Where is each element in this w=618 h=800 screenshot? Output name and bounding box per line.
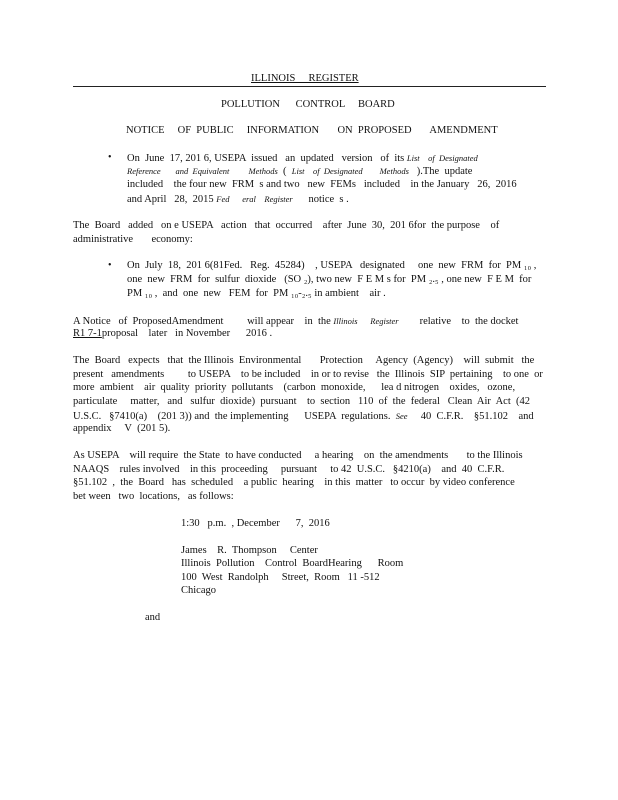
bullet1-line1 bbox=[127, 152, 478, 165]
bullet1-italic: List of Designated bbox=[406, 153, 478, 163]
para3-line5 bbox=[73, 410, 534, 423]
para4-line4: bet ween two locations, as follows: bbox=[73, 491, 234, 502]
bullet2-line1: On July 18, 201 6(81Fed. Reg. 45284) , USEPA designated one new FRM for PM ₁₀ , bbox=[127, 260, 537, 271]
para2-text: A Notice of ProposedAmendment will appear in the bbox=[73, 316, 334, 327]
para2-line1 bbox=[73, 315, 518, 328]
para3-text: 40 C.F.R. §51.102 and bbox=[407, 411, 534, 422]
bullet1-line3: included the four new FRM s and two new FEMs included in the January 26, 2016 bbox=[127, 179, 517, 190]
see-italic: See bbox=[395, 411, 408, 421]
notice-heading: NOTICE OF PUBLIC INFORMATION ON PROPOSED AMENDMENT bbox=[126, 125, 498, 136]
bullet2-line2: one new FRM for sulfur dioxide (SO ₂), two new F E M s for PM ₂.₅ , one new F E M for bbox=[127, 274, 532, 285]
para3-line2: present amendments to USEPA to be included in or to revise the Illinois SIP pertaining to one or bbox=[73, 369, 543, 380]
bullet-glyph: • bbox=[108, 152, 112, 163]
para3-line1: The Board expects that the Illinois Environmental Protection Agency (Agency) will submit the bbox=[73, 355, 535, 366]
bullet1-text: ( bbox=[277, 166, 292, 177]
bullet1-text: On June 17, 201 6, USEPA issued an updated version of its bbox=[127, 153, 407, 164]
bullet1-line4 bbox=[127, 193, 349, 206]
hearing-time: 1:30 p.m. , December 7, 2016 bbox=[181, 518, 330, 529]
para3-line4: particulate matter, and sulfur dioxide) pursuant to section 110 of the federal Clean Air Act (42 bbox=[73, 396, 530, 407]
para4-line3: §51.102 , the Board has scheduled a public hearing in this matter to occur by video conference bbox=[73, 477, 515, 488]
venue-line: 100 West Randolph Street, Room 11 -512 bbox=[181, 572, 380, 583]
bullet-glyph: • bbox=[108, 260, 112, 271]
para3-text: U.S.C. §7410(a) (201 3)) and the implementing USEPA regulations. bbox=[73, 411, 396, 422]
federal-register-italic: Fed eral Register bbox=[216, 194, 293, 204]
para2-line2 bbox=[73, 328, 272, 340]
para2-text: proposal later in November 2016 . bbox=[101, 328, 273, 339]
bullet1-italic: List of Designated Methods bbox=[291, 166, 409, 176]
venue-line: Illinois Pollution Control BoardHearing Room bbox=[181, 558, 404, 569]
bullet2-line3: PM ₁₀ , and one new FEM for PM ₁₀-₂.₅ in ambient air . bbox=[127, 288, 386, 299]
venue-line: Chicago bbox=[181, 585, 216, 596]
bullet1-line2 bbox=[127, 165, 472, 178]
para4-line1: As USEPA will require the State to have conducted a hearing on the amendments to the Illinois bbox=[73, 450, 523, 461]
bullet1-text: notice s . bbox=[292, 194, 349, 205]
register-title: ILLINOIS REGISTER bbox=[251, 73, 359, 84]
bullet1-text: and April 28, 2015 bbox=[127, 194, 217, 205]
para1-line2: administrative economy: bbox=[73, 234, 193, 245]
para2-text: relative to the docket bbox=[398, 316, 519, 327]
venue-line: James R. Thompson Center bbox=[181, 545, 318, 556]
bullet1-italic: Reference and Equivalent Methods bbox=[127, 166, 278, 176]
para3-line6: appendix V (201 5). bbox=[73, 423, 171, 434]
illinois-register-italic: Illinois Register bbox=[333, 316, 399, 326]
para4-line2: NAAQS rules involved in this proceeding pursuant to 42 U.S.C. §4210(a) and 40 C.F.R. bbox=[73, 464, 505, 475]
docket-link[interactable]: R1 7-1 bbox=[73, 328, 102, 339]
para3-line3: more ambient air quality priority pollutants (carbon monoxide, lea d nitrogen oxides, ozone, bbox=[73, 382, 516, 393]
and-text: and bbox=[145, 612, 161, 623]
bullet1-text: ).The update bbox=[408, 166, 473, 177]
board-title: POLLUTION CONTROL BOARD bbox=[221, 99, 395, 110]
header-rule bbox=[73, 86, 546, 87]
para1-line1: The Board added on e USEPA action that occurred after June 30, 201 6for the purpose of bbox=[73, 220, 500, 231]
